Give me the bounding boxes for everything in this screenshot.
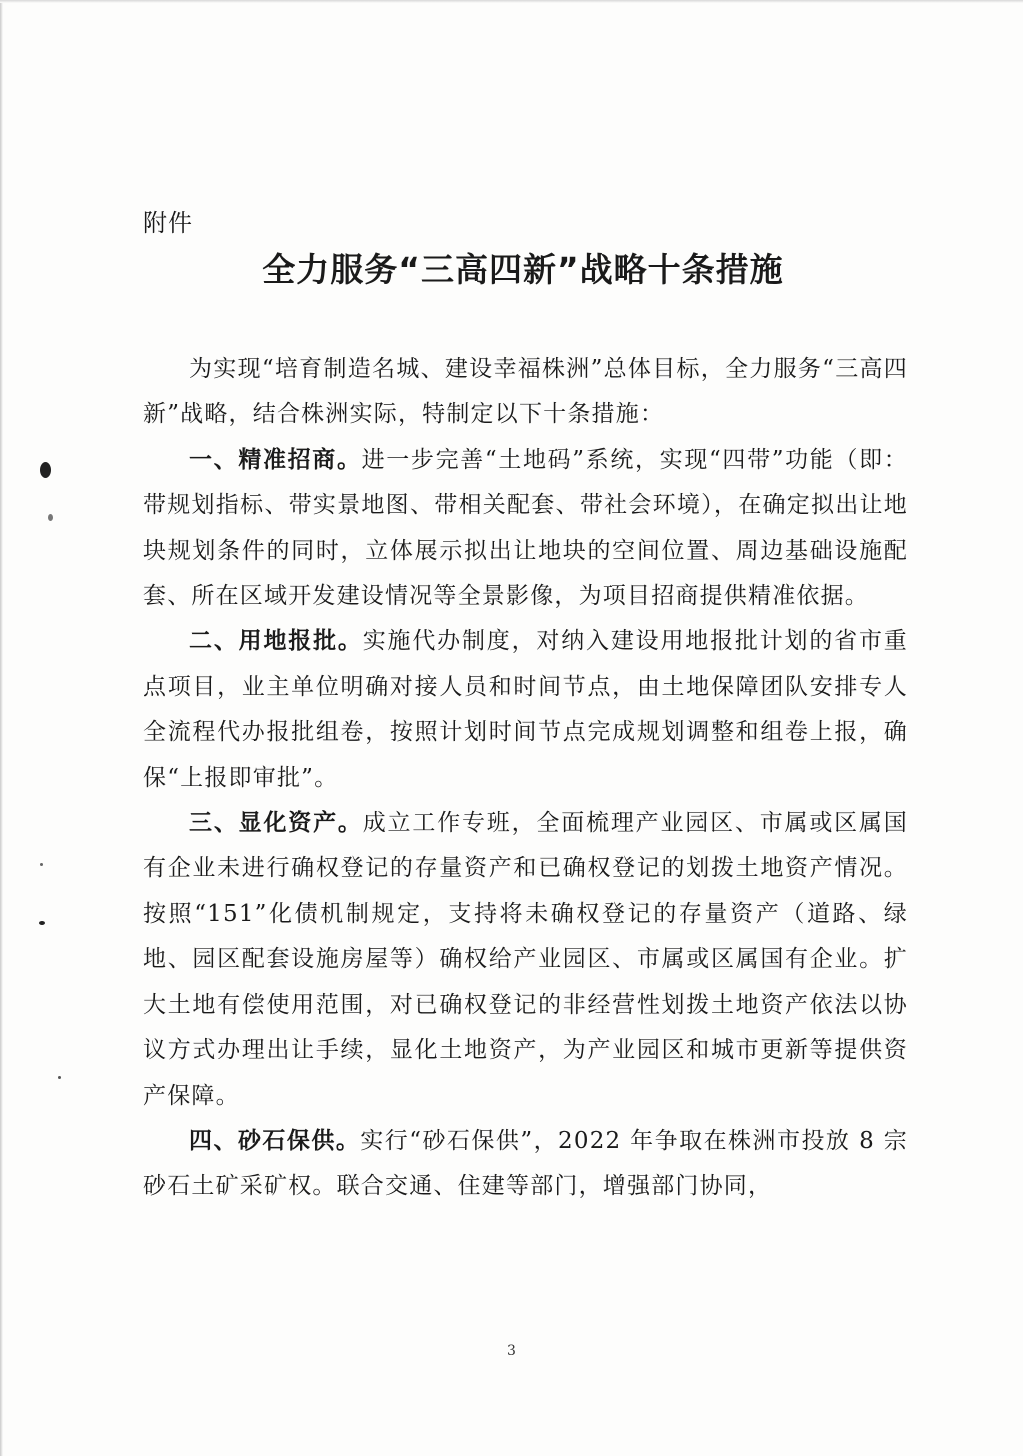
measure-paragraph: [143, 438, 908, 620]
document-body: [143, 347, 908, 1210]
punch-mark: [39, 921, 45, 925]
measure-text: 成立工作专班，全面梳理产业园区、市属或区属国有企业未进行确权登记的存量资产和已确权登记的划拨土地资产情况。按照“151”化债机制规定，支持将未确权登记的存量资产（道路、绿地、园区配套设施房屋等）确权给产业园区、市属或区属国有企业。扩大土地有偿使用范围，对已确权登记的非经营性划拨土地资产依法以协议方式办理出让手续，显化土地资产，为产业园区和城市更新等提供资产保障。: [143, 810, 908, 1109]
measure-paragraph: [143, 619, 908, 801]
measure-paragraph: [143, 801, 908, 1119]
measure-text: 实施代办制度，对纳入建设用地报批计划的省市重点项目，业主单位明确对接人员和时间节点，由土地保障团队安排专人全流程代办报批组卷，按照计划时间节点完成规划调整和组卷上报，确保“上报即审批”。: [143, 628, 908, 791]
measure-heading: 一、精准招商。: [189, 446, 362, 473]
measure-paragraph: [143, 1119, 908, 1210]
measure-heading: 三、显化资产。: [189, 810, 363, 837]
scan-edge: [0, 0, 1023, 3]
measure-heading: 四、砂石保供。: [189, 1127, 361, 1154]
measure-text: 实行“砂石保供”，2022 年争取在株洲市投放 8 宗砂石土矿采矿权。联合交通、住建等部门，增强部门协同，: [143, 1127, 908, 1200]
intro-paragraph: 为实现“培育制造名城、建设幸福株洲”总体目标，全力服务“三高四新”战略，结合株洲实际，特制定以下十条措施：: [143, 356, 908, 428]
measure-heading: 二、用地报批。: [189, 628, 363, 655]
scan-edge: [0, 0, 3, 1456]
document-title: 全力服务“三高四新”战略十条措施: [262, 250, 784, 289]
measure-text: 进一步完善“土地码”系统，实现“四带”功能（即：带规划指标、带实景地图、带相关配套、带社会环境），在确定拟出让地块规划条件的同时，立体展示拟出让地块的空间位置、周边基础设施配套、所在区域开发建设情况等全景影像，为项目招商提供精准依据。: [143, 446, 908, 610]
punch-mark: [58, 1076, 61, 1079]
punch-mark: [40, 863, 43, 866]
page-number: 3: [507, 1343, 516, 1359]
attachment-label: 附件: [143, 209, 193, 237]
punch-mark: [48, 514, 53, 521]
punch-mark: [40, 462, 51, 478]
